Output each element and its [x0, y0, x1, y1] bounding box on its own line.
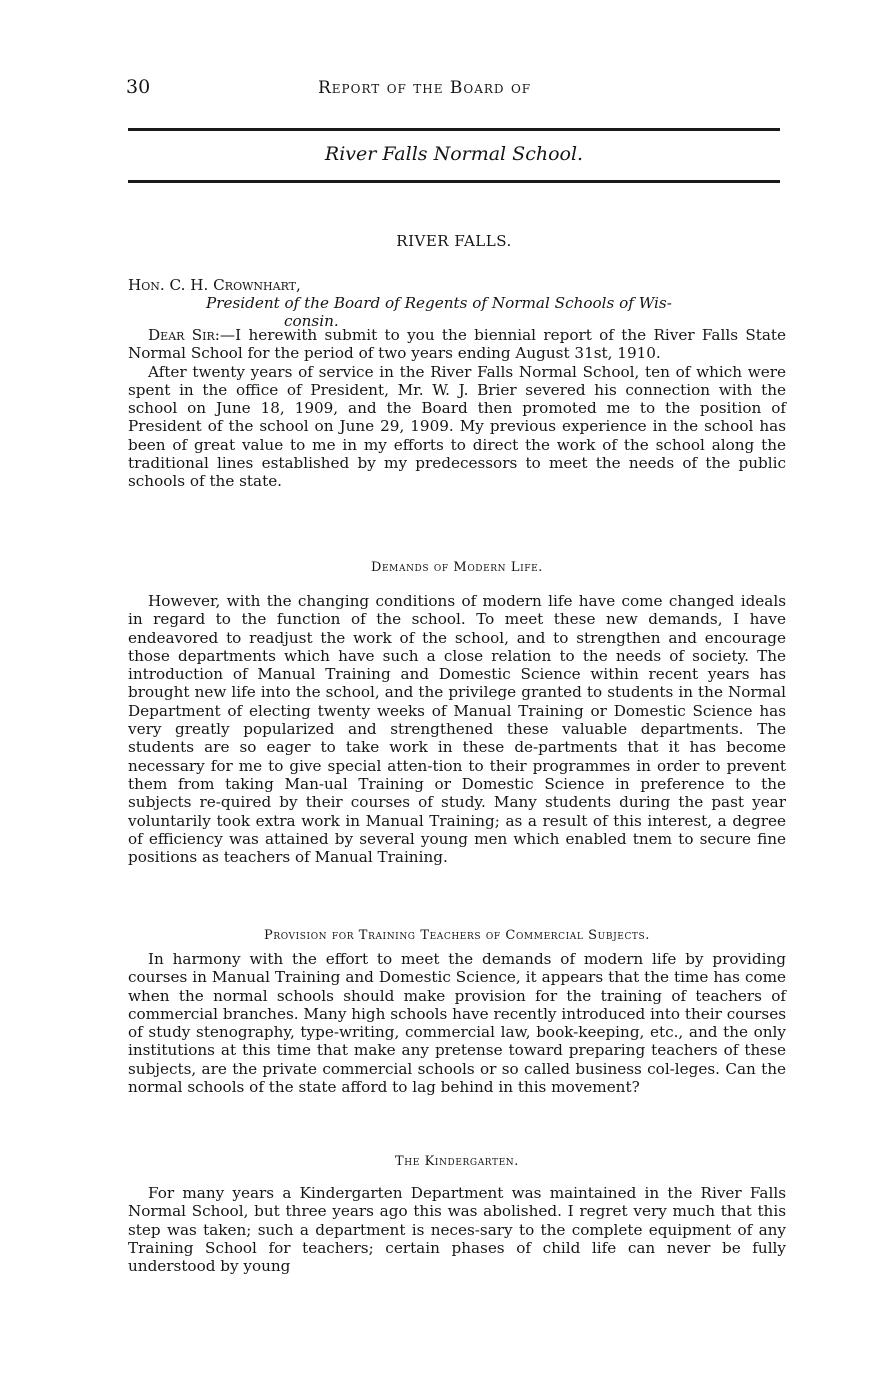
paragraph-opening — [128, 326, 786, 363]
addressee-office-line1: President of the Board of Regents of Normal Schools of Wis- — [206, 294, 672, 312]
addressee-name: Hon. C. H. Crownhart, — [128, 276, 301, 294]
page-number: 30 — [126, 76, 151, 98]
heading-demands-of-modern-life: Demands of Modern Life. — [370, 560, 544, 575]
paragraph-demands: However, with the changing conditions of modern life have come changed ideals in regard to the function of the school. To meet these new demands, I have endeavored to readjust the work of the school, and to strengthen and encourage those departments which have such a close relation to the needs of society. The introduction of Manual Training and Domestic Science within recent years has brought new life into the school, and the privilege granted to students in the Normal Department of electing twenty weeks of Manual Training or Domestic Science has very greatly popularized and strengthened these valuable departments. The students are so eager to take work in these de-partments that it has become necessary for me to give special atten-tion to their programmes in order to prevent them from taking Man-ual Training or Domestic Science in preference to the subjects re-quired by their courses of study. Many students during the past year voluntarily took extra work in Manual Training; as a result of this interest, a degree of efficiency was attained by several young men which enabled tnem to secure fine positions as teachers of Manual Training. — [128, 592, 786, 867]
running-head — [126, 76, 780, 102]
section-title: River Falls Normal School. — [324, 143, 584, 165]
heading-kindergarten: The Kindergarten. — [394, 1154, 519, 1169]
addressee-office-line2: consin. — [284, 312, 339, 330]
bottom-rule — [128, 180, 780, 183]
salutation-label: Dear Sir: — [148, 326, 220, 344]
running-title: Report of the Board of — [318, 78, 532, 98]
paragraph-opening-text: —I herewith submit to you the biennial report of the River Falls State Normal School for the period of two years ending August 31st, 1910. — [128, 326, 786, 363]
addressee-office — [128, 294, 806, 330]
paragraph-history: After twenty years of service in the River Falls Normal School, ten of which were spent in the office of President, Mr. W. J. Brier severed his connection with the school on June 18, 1909, and the Board then promoted me to the position of President of the school on June 29, 1909. My previous experience in the school has been of great value to me in my efforts to direct the work of the school along the traditional lines established by my predecessors to meet the needs of the public schools of the state. — [128, 362, 786, 491]
main-heading: RIVER FALLS. — [396, 232, 512, 250]
top-rule — [128, 128, 780, 131]
section-commercial-body — [128, 950, 786, 1096]
heading-commercial-subjects: Provision for Training Teachers of Commercial Subjects. — [263, 928, 651, 943]
paragraph-commercial: In harmony with the effort to meet the demands of modern life by providing courses in Manual Training and Domestic Science, it appears that the time has come when the normal schools should make provision for the training of teachers of commercial branches. Many high schools have recently introduced into their courses of study stenography, type-writing, commercial law, book-keeping, etc., and the only institutions at this time that make any pretense toward preparing teachers of these subjects, are the private commercial schools or so called business col-leges. Can the normal schools of the state afford to lag behind in this movement? — [128, 950, 786, 1097]
section-demands-body — [128, 592, 786, 866]
address-block — [128, 276, 788, 330]
paragraph-kindergarten: For many years a Kindergarten Department was maintained in the River Falls Normal School, but three years ago this was abolished. I regret very much that this step was taken; such a department is neces-sary to the complete equipment of any Training School for teachers; certain phases of child life can never be fully understood by young — [128, 1184, 786, 1276]
letter-body — [128, 326, 786, 491]
section-kindergarten-body — [128, 1184, 786, 1275]
